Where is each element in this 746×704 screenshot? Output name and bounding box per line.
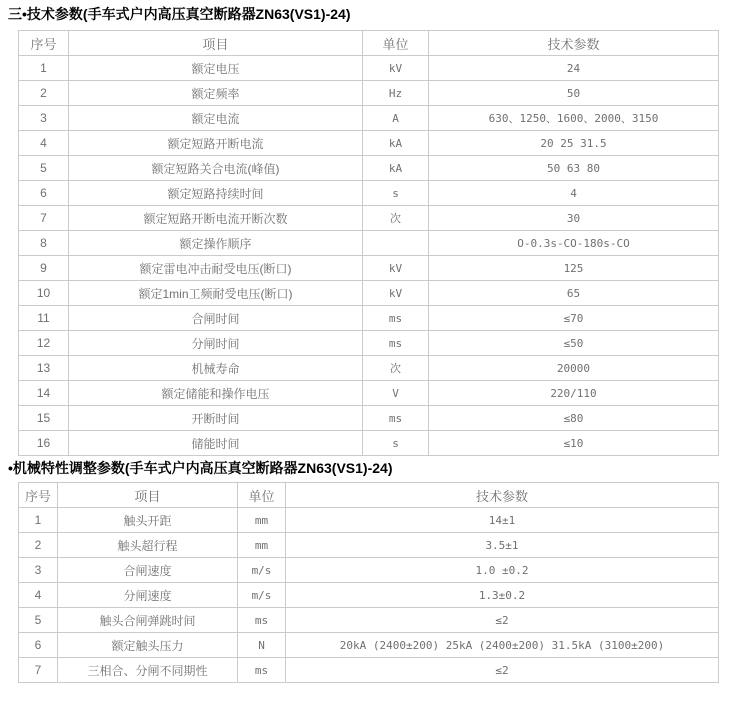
cell-unit: 次	[363, 206, 429, 231]
cell-item: 额定电流	[69, 106, 363, 131]
cell-seq: 11	[19, 306, 69, 331]
cell-unit	[363, 231, 429, 256]
cell-seq: 14	[19, 381, 69, 406]
cell-unit: ms	[238, 658, 286, 683]
cell-value: 1.3±0.2	[286, 583, 719, 608]
table-row	[19, 381, 719, 406]
cell-unit: V	[363, 381, 429, 406]
cell-value: ≤80	[429, 406, 719, 431]
table-row	[19, 206, 719, 231]
cell-unit: kV	[363, 256, 429, 281]
column-header: 技术参数	[286, 483, 719, 508]
cell-value: 1.0 ±0.2	[286, 558, 719, 583]
section2-title: •机械特性调整参数(手车式户内高压真空断路器ZN63(VS1)-24)	[8, 460, 393, 476]
cell-value: 20kA (2400±200) 25kA (2400±200) 31.5kA (3100±200)	[286, 633, 719, 658]
cell-seq: 9	[19, 256, 69, 281]
table-row	[19, 431, 719, 456]
cell-seq: 2	[19, 533, 58, 558]
cell-item: 分闸时间	[69, 331, 363, 356]
cell-unit: mm	[238, 508, 286, 533]
table-row	[19, 608, 719, 633]
cell-item: 储能时间	[69, 431, 363, 456]
mechanical-parameters-body	[19, 508, 719, 683]
cell-seq: 7	[19, 206, 69, 231]
cell-value: 50	[429, 81, 719, 106]
column-header: 序号	[19, 31, 69, 56]
cell-value: 220/110	[429, 381, 719, 406]
cell-unit: ms	[363, 306, 429, 331]
table-row	[19, 81, 719, 106]
cell-value: ≤70	[429, 306, 719, 331]
cell-value: 65	[429, 281, 719, 306]
cell-unit: s	[363, 431, 429, 456]
cell-seq: 3	[19, 106, 69, 131]
cell-unit: mm	[238, 533, 286, 558]
table-row	[19, 406, 719, 431]
cell-value: O-0.3s-CO-180s-CO	[429, 231, 719, 256]
table-row	[19, 281, 719, 306]
cell-item: 额定操作顺序	[69, 231, 363, 256]
table-row	[19, 156, 719, 181]
cell-item: 合闸时间	[69, 306, 363, 331]
column-header: 序号	[19, 483, 58, 508]
cell-value: 50 63 80	[429, 156, 719, 181]
cell-value: 4	[429, 181, 719, 206]
cell-seq: 15	[19, 406, 69, 431]
table-row	[19, 256, 719, 281]
cell-unit: ms	[238, 608, 286, 633]
cell-value: ≤50	[429, 331, 719, 356]
cell-item: 触头合闸弹跳时间	[58, 608, 238, 633]
cell-value: 30	[429, 206, 719, 231]
cell-value: ≤2	[286, 608, 719, 633]
column-header: 项目	[58, 483, 238, 508]
cell-item: 额定电压	[69, 56, 363, 81]
cell-unit: N	[238, 633, 286, 658]
table-row	[19, 658, 719, 683]
cell-value: ≤10	[429, 431, 719, 456]
table-header-row	[19, 483, 719, 508]
cell-seq: 3	[19, 558, 58, 583]
cell-item: 额定储能和操作电压	[69, 381, 363, 406]
cell-value: ≤2	[286, 658, 719, 683]
table-row	[19, 508, 719, 533]
cell-unit: A	[363, 106, 429, 131]
cell-unit: ms	[363, 406, 429, 431]
cell-value: 3.5±1	[286, 533, 719, 558]
cell-value: 14±1	[286, 508, 719, 533]
cell-unit: 次	[363, 356, 429, 381]
cell-seq: 1	[19, 56, 69, 81]
cell-unit: kA	[363, 131, 429, 156]
cell-seq: 13	[19, 356, 69, 381]
table-row	[19, 558, 719, 583]
cell-seq: 12	[19, 331, 69, 356]
column-header: 单位	[238, 483, 286, 508]
cell-seq: 4	[19, 583, 58, 608]
cell-item: 触头超行程	[58, 533, 238, 558]
cell-unit: m/s	[238, 583, 286, 608]
cell-unit: s	[363, 181, 429, 206]
cell-seq: 8	[19, 231, 69, 256]
cell-item: 机械寿命	[69, 356, 363, 381]
cell-seq: 16	[19, 431, 69, 456]
technical-parameters-table	[18, 30, 719, 456]
cell-item: 额定短路关合电流(峰值)	[69, 156, 363, 181]
cell-item: 三相合、分闸不同期性	[58, 658, 238, 683]
table-row	[19, 583, 719, 608]
table-row	[19, 131, 719, 156]
cell-value: 24	[429, 56, 719, 81]
table-row	[19, 331, 719, 356]
cell-value: 125	[429, 256, 719, 281]
cell-item: 额定触头压力	[58, 633, 238, 658]
cell-seq: 1	[19, 508, 58, 533]
cell-item: 额定雷电冲击耐受电压(断口)	[69, 256, 363, 281]
cell-unit: kA	[363, 156, 429, 181]
cell-unit: kV	[363, 281, 429, 306]
cell-item: 开断时间	[69, 406, 363, 431]
column-header: 技术参数	[429, 31, 719, 56]
cell-seq: 5	[19, 608, 58, 633]
cell-item: 额定短路开断电流开断次数	[69, 206, 363, 231]
section1-title: 三•技术参数(手车式户内高压真空断路器ZN63(VS1)-24)	[8, 6, 351, 22]
cell-item: 分闸速度	[58, 583, 238, 608]
cell-item: 合闸速度	[58, 558, 238, 583]
cell-seq: 10	[19, 281, 69, 306]
table-row	[19, 533, 719, 558]
cell-unit: ms	[363, 331, 429, 356]
cell-seq: 6	[19, 181, 69, 206]
table-row	[19, 231, 719, 256]
cell-seq: 6	[19, 633, 58, 658]
table-row	[19, 306, 719, 331]
cell-unit: kV	[363, 56, 429, 81]
table-row	[19, 633, 719, 658]
table-row	[19, 181, 719, 206]
cell-item: 额定短路开断电流	[69, 131, 363, 156]
table-header-row	[19, 31, 719, 56]
cell-item: 额定频率	[69, 81, 363, 106]
cell-value: 630、1250、1600、2000、3150	[429, 106, 719, 131]
mechanical-parameters-table	[18, 482, 719, 683]
cell-seq: 2	[19, 81, 69, 106]
cell-seq: 7	[19, 658, 58, 683]
table-row	[19, 56, 719, 81]
cell-unit: Hz	[363, 81, 429, 106]
cell-value: 20 25 31.5	[429, 131, 719, 156]
table-row	[19, 356, 719, 381]
table-row	[19, 106, 719, 131]
technical-parameters-body	[19, 56, 719, 456]
cell-unit: m/s	[238, 558, 286, 583]
cell-item: 触头开距	[58, 508, 238, 533]
cell-item: 额定1min工频耐受电压(断口)	[69, 281, 363, 306]
column-header: 项目	[69, 31, 363, 56]
cell-seq: 5	[19, 156, 69, 181]
cell-value: 20000	[429, 356, 719, 381]
cell-seq: 4	[19, 131, 69, 156]
column-header: 单位	[363, 31, 429, 56]
cell-item: 额定短路持续时间	[69, 181, 363, 206]
